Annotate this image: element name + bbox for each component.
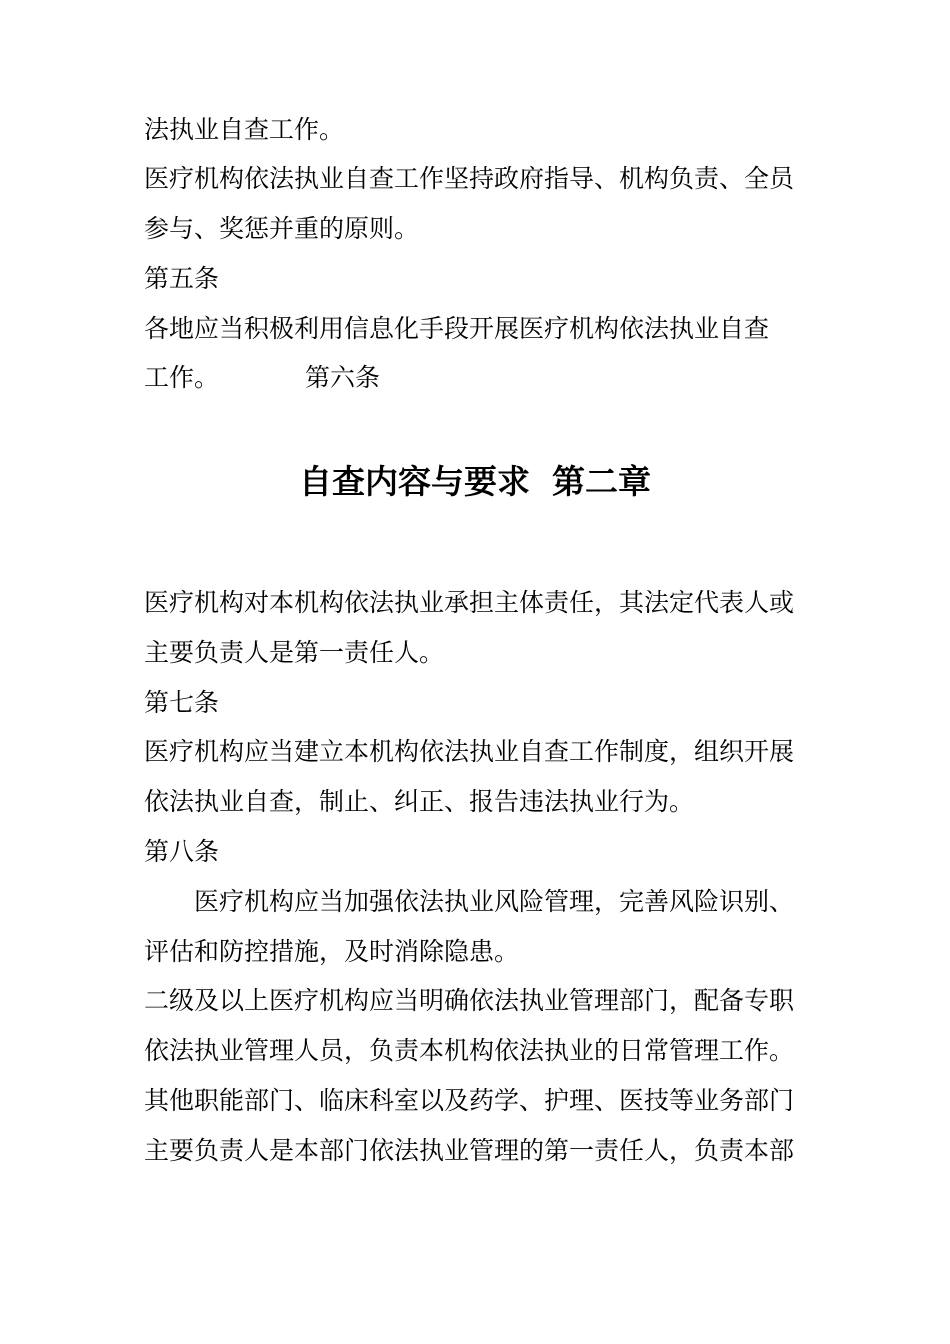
chapter-number: 第二章 [552, 462, 651, 501]
article-heading: 第八条 [144, 837, 220, 866]
article-heading: 第七条 [144, 688, 220, 717]
text-line: 依法执业管理人员，负责本机构依法执业的日常管理工作。 [144, 1036, 795, 1065]
text-line: 二级及以上医疗机构应当明确依法执业管理部门，配备专职 [144, 986, 795, 1015]
text-line: 评估和防控措施，及时消除隐患。 [144, 937, 520, 966]
text-line: 法执业自查工作。 [144, 115, 345, 144]
chapter-title-text: 自查内容与要求 [299, 462, 530, 501]
text-line: 医疗机构依法执业自查工作坚持政府指导、机构负责、全员 [144, 164, 795, 193]
article-heading: 第五条 [144, 264, 220, 293]
text-line: 主要负责人是第一责任人。 [144, 638, 445, 667]
chapter-title [0, 460, 950, 504]
text-line [144, 362, 824, 394]
text-line: 医疗机构应当建立本机构依法执业自查工作制度，组织开展 [144, 737, 795, 766]
text-fragment: 工作。 [144, 363, 220, 392]
article-heading: 第六条 [305, 363, 381, 392]
text-line: 参与、奖惩并重的原则。 [144, 214, 420, 243]
text-line: 其他职能部门、临床科室以及药学、护理、医技等业务部门 [144, 1086, 795, 1115]
text-line: 医疗机构应当加强依法执业风险管理，完善风险识别、 [194, 887, 795, 916]
text-line: 依法执业自查，制止、纠正、报告违法执业行为。 [144, 787, 695, 816]
text-line: 各地应当积极利用信息化手段开展医疗机构依法执业自查 [144, 314, 770, 343]
text-line: 医疗机构对本机构依法执业承担主体责任，其法定代表人或 [144, 588, 795, 617]
text-line: 主要负责人是本部门依法执业管理的第一责任人，负责本部 [144, 1136, 795, 1165]
